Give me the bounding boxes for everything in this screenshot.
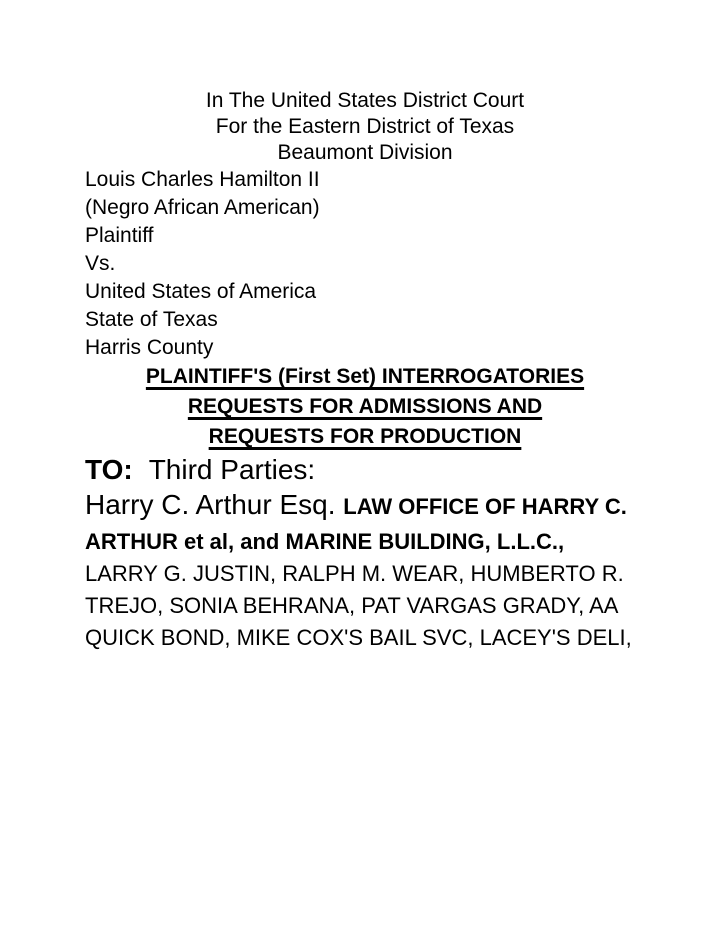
court-division: Beaumont Division <box>277 141 453 164</box>
title-requests-admissions: REQUESTS FOR ADMISSIONS AND <box>187 395 543 418</box>
plaintiff-role-label: Plaintiff <box>85 224 154 247</box>
to-line <box>85 452 645 488</box>
to-value: Third Parties: <box>148 454 316 485</box>
title-requests-production: REQUESTS FOR PRODUCTION <box>208 425 522 448</box>
defendant-state-of-texas: State of Texas <box>85 308 218 331</box>
to-label: TO: <box>85 454 133 485</box>
defendant-united-states: United States of America <box>85 280 317 303</box>
addressee-secondary: LARRY G. JUSTIN, RALPH M. WEAR, HUMBERTO R. TREJO, SONIA BEHRANA, PAT VARGAS GRADY, AA QUICK BOND, MIKE COX'S BAIL SVC, LACEY'S DELI, <box>85 561 632 650</box>
versus-label: Vs. <box>85 252 116 275</box>
court-district: For the Eastern District of Texas <box>215 115 515 138</box>
addressee-firm: LAW OFFICE OF HARRY C. ARTHUR et al, and MARINE BUILDING, L.L.C., <box>85 494 627 554</box>
case-caption <box>85 166 645 250</box>
plaintiff-descriptor: (Negro African American) <box>85 196 320 219</box>
document-title-block <box>85 362 645 452</box>
defendant-harris-county: Harris County <box>85 336 214 359</box>
title-interrogatories: PLAINTIFF'S (First Set) INTERROGATORIES <box>145 365 585 388</box>
court-name: In The United States District Court <box>205 89 525 112</box>
addressee-primary <box>85 488 645 558</box>
plaintiff-name: Louis Charles Hamilton II <box>85 168 320 191</box>
addressee-name: Harry C. Arthur Esq. <box>85 489 336 520</box>
court-header <box>85 88 645 166</box>
